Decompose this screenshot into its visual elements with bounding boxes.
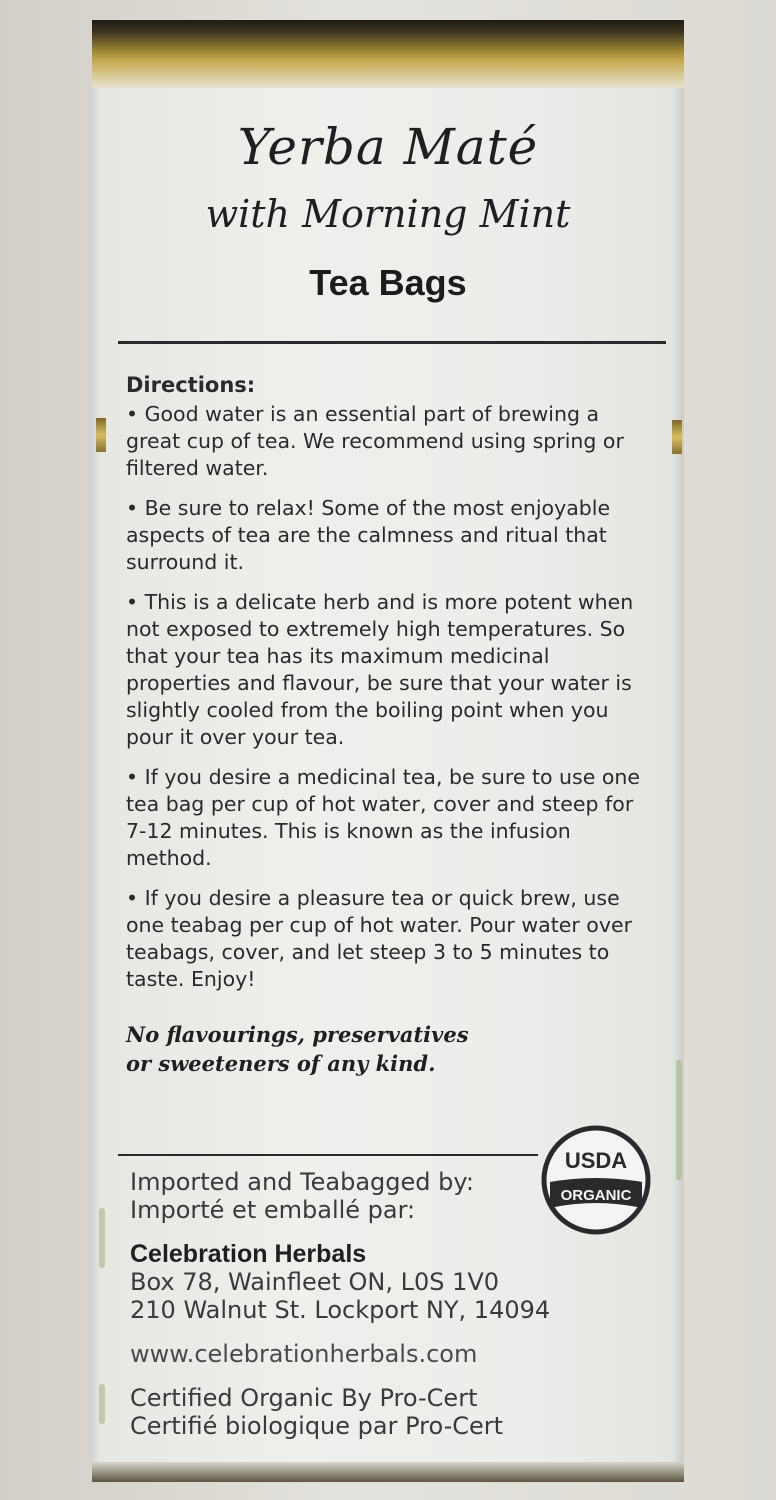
box-top-gold-edge [92, 20, 684, 88]
imported-by-en: Imported and Teabagged by: [130, 1168, 474, 1196]
certification-fr: Certifié biologique par Pro-Cert [130, 1412, 504, 1440]
direction-item: • If you desire a medicinal tea, be sure to use one tea bag per cup of hot water, cover and steep for 7-12 minutes. This is known as the infusion method. [126, 765, 640, 870]
direction-item: • Good water is an essential part of brewing a great cup of tea. We recommend using spring or filtered water. [126, 402, 624, 480]
website-url: www.celebrationherbals.com [130, 1340, 478, 1368]
direction-item: • Be sure to relax! Some of the most enjoyable aspects of tea are the calmness and ritual that surround it. [126, 496, 611, 574]
product-title: Yerba Maté [237, 118, 539, 176]
directions-heading: Directions: [126, 373, 256, 397]
product-type: Tea Bags [309, 262, 467, 303]
seal-organic-text: ORGANIC [560, 1187, 632, 1204]
ingredients-notice [126, 1020, 566, 1078]
importer-info [130, 1168, 650, 1440]
box-bottom-edge [92, 1462, 684, 1482]
address-usa: 210 Walnut St. Lockport NY, 14094 [130, 1296, 551, 1324]
gold-band-right [672, 420, 682, 454]
notice-line: or sweeteners of any kind. [126, 1051, 436, 1076]
imported-by-fr: Importé et emballé par: [130, 1196, 416, 1224]
seal-usda-text: USDA [564, 1148, 628, 1173]
green-print-mark [99, 1208, 105, 1268]
direction-item: • If you desire a pleasure tea or quick brew, use one teabag per cup of hot water. Pour water over teabags, cover, and let steep 3 to 5 minutes to taste. Enjoy! [126, 886, 633, 991]
directions-section [126, 372, 656, 1006]
green-print-mark [676, 1060, 682, 1180]
gold-band-left [96, 418, 106, 452]
direction-item: • This is a delicate herb and is more potent when not exposed to extremely high temperatures. So that your tea has its maximum medicinal properties and flavour, be sure that your water is slightly cooled from the boiling point when you pour it over your tea. [126, 590, 634, 749]
brand-name: Celebration Herbals [130, 1240, 367, 1268]
divider-top [118, 341, 666, 344]
certification-en: Certified Organic By Pro-Cert [130, 1384, 478, 1412]
address-canada: Box 78, Wainfleet ON, L0S 1V0 [130, 1268, 500, 1296]
divider-bottom [118, 1154, 538, 1156]
product-subtitle: with Morning Mint [205, 192, 571, 236]
notice-line: No flavourings, preservatives [126, 1022, 469, 1047]
green-print-mark [99, 1384, 105, 1424]
